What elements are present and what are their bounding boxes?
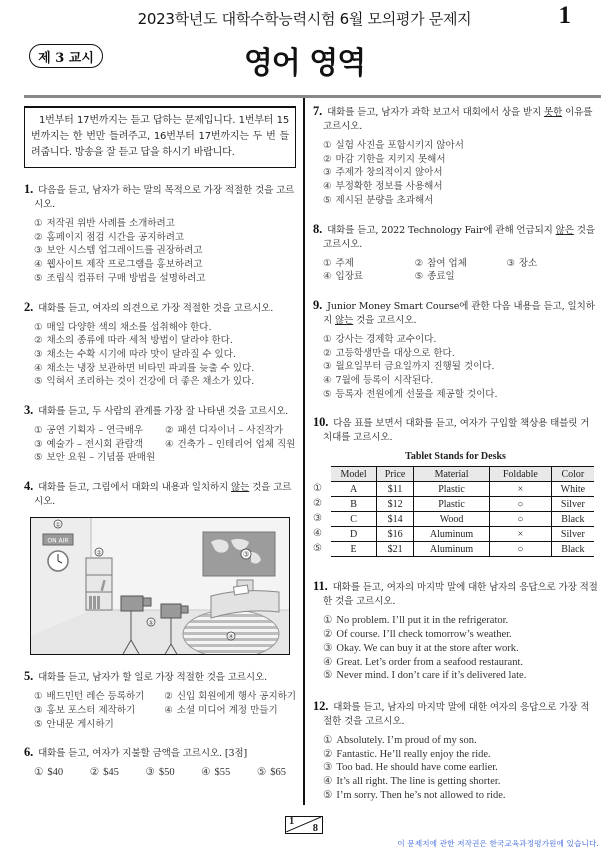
table-row: B $12 Plastic ○ Silver [331, 497, 594, 512]
tablet-stands-table [313, 466, 598, 557]
question-number: 8. [313, 221, 323, 236]
table-row: E $21 Aluminum ○ Black [331, 542, 594, 557]
svg-text:①: ① [55, 521, 61, 529]
option-1[interactable]: ① $40 [34, 767, 64, 779]
option-3[interactable]: ③ 홍보 포스터 제작하기 [34, 704, 136, 716]
question-number: 11. [313, 579, 328, 594]
option-3[interactable]: ③ 월요일부터 금요일까지 진행될 것이다. [323, 361, 495, 373]
question-stem: 5. 대화를 듣고, 남자가 할 일로 가장 적절한 것을 고르시오. [24, 669, 268, 684]
column-divider [303, 98, 305, 805]
question-number: 4. [24, 479, 34, 494]
option-5[interactable]: ⑤ 익혀서 조리하는 것이 건강에 더 좋은 채소가 있다. [34, 376, 255, 388]
svg-text:ON AIR: ON AIR [47, 537, 69, 545]
column-header: Color [551, 467, 594, 482]
option-5[interactable]: ⑤ 안내문 게시하기 [34, 718, 114, 730]
options [24, 690, 296, 731]
question-stem: 10. 다음 표를 보면서 대화를 듣고, 여자가 구입할 책상용 태블릿 거치대를 고르시오. [313, 415, 590, 444]
question-stem: 4. 대화를 듣고, 그림에서 대화의 내용과 일치하지 않는 것을 고르시오. [24, 479, 292, 508]
option-2[interactable]: ② 마감 기한을 지키지 못해서 [323, 153, 446, 165]
row-mark[interactable]: ⑤ [313, 543, 322, 555]
options [24, 424, 296, 465]
option-2[interactable]: ② $45 [89, 767, 119, 779]
option-4[interactable]: ④ 웹사이트 제작 프로그램을 홍보하려고 [34, 259, 203, 271]
listening-notice: 1번부터 17번까지는 듣고 답하는 문제입니다. 1번부터 15번까지는 한 번만 들려주고, 16번부터 17번까지는 두 번 들려줍니다. 방송을 잘 듣고 답을 하시기 바랍니다. [24, 106, 296, 168]
question-4 [24, 479, 296, 655]
svg-text:⑤: ⑤ [148, 619, 154, 627]
header-rule [24, 95, 601, 98]
question-number: 2. [24, 299, 34, 314]
question-3 [24, 403, 296, 465]
option-5[interactable]: ⑤ 조립식 컴퓨터 구매 방법을 설명하려고 [34, 272, 206, 284]
question-stem: 12. 대화를 듣고, 남자의 마지막 말에 대한 여자의 응답으로 가장 적절한 것을 고르시오. [313, 698, 590, 727]
option-4[interactable]: ④ 건축가 – 인테리어 업체 직원 [165, 438, 296, 450]
option-3[interactable]: ③ 예술가 – 전시회 관람객 [34, 438, 143, 450]
question-number: 5. [24, 669, 34, 684]
option-4[interactable]: ④ 입장료 [323, 271, 364, 283]
question-number: 7. [313, 104, 323, 118]
option-1[interactable]: ① 주제 [323, 257, 354, 269]
row-mark[interactable]: ③ [313, 513, 322, 525]
option-3[interactable]: ③ 장소 [506, 257, 538, 269]
question-9 [313, 298, 598, 402]
question-number: 10. [313, 415, 329, 430]
question-number: 1. [24, 182, 34, 196]
row-marks [313, 466, 331, 557]
options [24, 766, 296, 780]
options [313, 139, 598, 208]
option-4[interactable]: ④ 부정확한 정보를 사용해서 [323, 181, 443, 193]
option-5[interactable]: ⑤ I’m sorry. Then he’s not allowed to ride. [323, 789, 506, 801]
row-mark[interactable]: ① [313, 483, 322, 495]
question-2 [24, 300, 296, 390]
options [24, 321, 296, 390]
option-5[interactable]: ⑤ 등록자 전원에게 선물을 제공할 것이다. [323, 388, 498, 400]
option-1[interactable]: ① 매일 다양한 색의 채소를 섭취해야 한다. [34, 321, 212, 333]
question-stem: 11. 대화를 듣고, 여자의 마지막 말에 대한 남자의 응답으로 가장 적절한 것을 고르시오. [313, 579, 598, 608]
option-2[interactable]: ② 신입 회원에게 행사 공지하기 [164, 691, 296, 703]
table-row: A $11 Plastic × White [331, 482, 594, 497]
option-3[interactable]: ③ 주제가 창의적이지 않아서 [323, 167, 443, 179]
question-stem: 2. 대화를 듣고, 여자의 의견으로 가장 적절한 것을 고르시오. [24, 299, 274, 314]
question-5 [24, 669, 296, 731]
svg-text:④: ④ [228, 633, 234, 641]
page-number: 1 [558, 2, 571, 29]
copyright-notice: 이 문제지에 관한 저작권은 한국교육과정평가원에 있습니다. [397, 839, 599, 848]
exam-title: 2023학년도 대학수학능력시험 6월 모의평가 문제지 [137, 10, 472, 28]
option-5[interactable]: ⑤ 종료일 [414, 271, 455, 283]
question-1 [24, 182, 296, 286]
option-3[interactable]: ③ Too bad. He should have come earlier. [323, 762, 498, 774]
column-header: Model [331, 467, 377, 482]
option-2[interactable]: ② 채소의 종류에 따라 세척 방법이 달라야 한다. [34, 335, 233, 347]
left-column [24, 100, 296, 780]
option-5[interactable]: ⑤ 보안 요원 – 기념품 판매원 [34, 452, 156, 464]
option-1[interactable]: ① No problem. I’ll put it in the refrigerator. [323, 615, 509, 627]
subject-title: 영어 영역 [243, 46, 366, 81]
option-4[interactable]: ④ It’s all right. The line is getting shorter. [323, 776, 501, 788]
option-2[interactable]: ② 참여 업체 [414, 257, 467, 269]
option-4[interactable]: ④ $55 [201, 767, 231, 779]
question-number: 6. [24, 745, 34, 760]
question-stem: 8. 대화를 듣고, 2022 Technology Fair에 관해 언급되지 않은 것을 고르시오. [313, 221, 595, 250]
options [24, 217, 296, 286]
data-table [331, 466, 594, 557]
table-title: Tablet Stands for Desks [405, 451, 506, 463]
option-1[interactable]: ① 실험 사진을 포함시키지 않아서 [323, 140, 464, 151]
option-1[interactable]: ① Absolutely. I’m proud of my son. [323, 734, 477, 746]
option-1[interactable]: ① 저작권 위반 사례를 소개하려고 [34, 218, 175, 229]
svg-text:②: ② [96, 549, 102, 557]
option-2[interactable]: ② 패션 디자이너 – 사진작가 [165, 425, 284, 437]
option-1[interactable]: ① 공연 기획자 – 연극배우 [34, 425, 143, 437]
row-mark[interactable]: ④ [313, 528, 322, 540]
options [313, 734, 598, 803]
option-2[interactable]: ② Fantastic. He’ll really enjoy the ride. [323, 748, 491, 760]
column-header: Material [414, 467, 490, 482]
question-stem: 1. 다음을 듣고, 남자가 하는 말의 목적으로 가장 적절한 것을 고르시오. [24, 182, 295, 210]
option-2[interactable]: ② Of course. I’ll check tomorrow’s weather. [323, 629, 512, 641]
page-indicator [285, 816, 323, 834]
current-page: 1 [289, 816, 295, 827]
option-5[interactable]: ⑤ $65 [256, 767, 286, 779]
column-header: Price [377, 467, 414, 482]
option-1[interactable]: ① 강사는 경제학 교수이다. [323, 333, 437, 345]
option-2[interactable]: ② 고등학생만을 대상으로 한다. [323, 347, 455, 359]
question-6 [24, 745, 296, 780]
option-3[interactable]: ③ Okay. We can buy it at the store after work. [323, 642, 519, 654]
option-3[interactable]: ③ $50 [145, 767, 175, 779]
option-4[interactable]: ④ 소셜 미디어 계정 만들기 [164, 704, 278, 716]
column-header: Foldable [490, 467, 552, 482]
option-4[interactable]: ④ Great. Let’s order from a seafood restaurant. [323, 656, 524, 668]
question-stem: 6. 대화를 듣고, 여자가 지불할 금액을 고르시오. [3점] [24, 745, 248, 760]
total-pages: 8 [312, 823, 318, 834]
question-stem: 9. Junior Money Smart Course에 관한 다음 내용을 듣고, 일치하지 않는 것을 고르시오. [313, 297, 595, 326]
option-3[interactable]: ③ 채소는 수확 시기에 따라 맛이 달라질 수 있다. [34, 348, 236, 360]
svg-text:③: ③ [242, 550, 250, 559]
question-11 [313, 579, 598, 683]
table-row: C $14 Wood ○ Black [331, 512, 594, 527]
question-8 [313, 222, 598, 284]
broadcast-studio-image [31, 518, 290, 655]
option-5[interactable]: ⑤ 제시된 분량을 초과해서 [323, 194, 434, 206]
question-number: 3. [24, 403, 34, 418]
options [313, 614, 598, 683]
question-7 [313, 104, 598, 208]
question-12 [313, 699, 598, 803]
option-4[interactable]: ④ 7월에 등록이 시작된다. [323, 375, 434, 387]
question-stem: 3. 대화를 듣고, 두 사람의 관계를 가장 잘 나타낸 것을 고르시오. [24, 403, 289, 418]
question-stem: 7. 대화를 듣고, 남자가 과학 보고서 대회에서 상을 받지 못한 이유를 고르시오. [313, 104, 593, 132]
options [313, 333, 598, 402]
option-2[interactable]: ② 홈페이지 점검 시간을 공지하려고 [34, 231, 185, 243]
option-1[interactable]: ① 배드민턴 레슨 등록하기 [34, 691, 145, 703]
option-5[interactable]: ⑤ Never mind. I don’t care if it’s delivered late. [323, 670, 527, 682]
studio-illustration [30, 517, 290, 655]
question-number: 12. [313, 698, 329, 713]
right-column [313, 100, 598, 802]
question-10 [313, 415, 598, 557]
table-row: D $16 Aluminum × Silver [331, 527, 594, 542]
row-mark[interactable]: ② [313, 498, 322, 510]
question-number: 9. [313, 297, 323, 312]
table-header-row [331, 467, 594, 482]
options [313, 257, 598, 284]
option-4[interactable]: ④ 채소는 냉장 보관하면 비타민 파괴를 늦출 수 있다. [34, 362, 255, 374]
period-badge: 제 3 교시 [29, 44, 103, 68]
option-3[interactable]: ③ 보안 시스템 업그레이드를 권장하려고 [34, 245, 203, 257]
